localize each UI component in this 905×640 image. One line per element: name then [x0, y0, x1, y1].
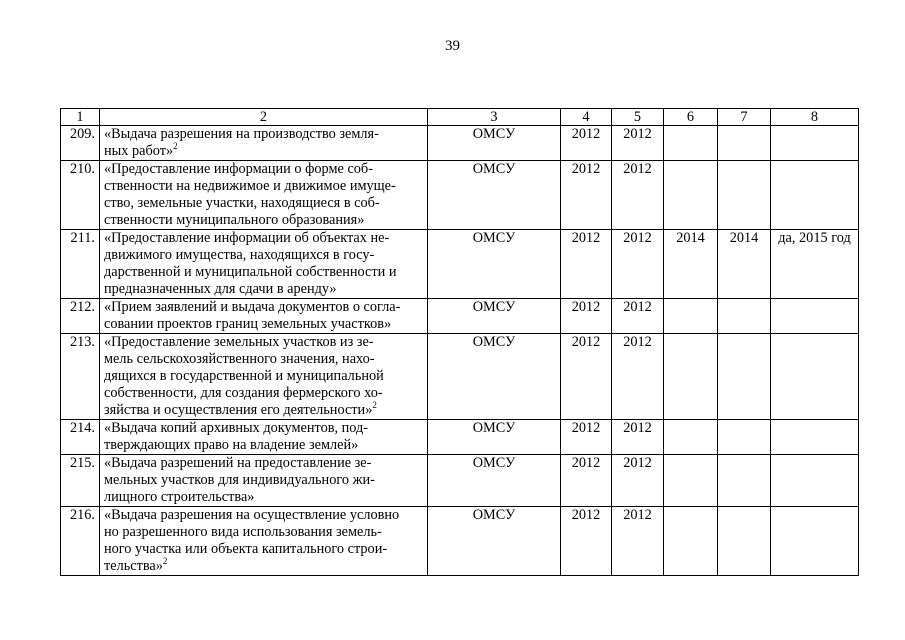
col6-cell [664, 507, 718, 576]
service-name-text: «Выдача копий архивных документов, под- [104, 420, 369, 436]
service-name-line [104, 212, 423, 229]
responsible-body-cell: ОМСУ [428, 334, 561, 420]
row-number-cell: 214. [61, 420, 100, 455]
col8-cell [771, 299, 859, 334]
service-name-text: мель сельскохозяйственного значения, нахо- [104, 351, 375, 367]
table-row [61, 420, 859, 455]
page-number: 39 [445, 38, 460, 54]
responsible-body-cell: ОМСУ [428, 230, 561, 299]
col5-cell: 2012 [612, 420, 664, 455]
service-name-text: «Предоставление информации об объектах не- [104, 230, 390, 246]
service-name-text: но разрешенного вида использования земель- [104, 524, 382, 540]
service-name-line [104, 316, 423, 333]
col4-cell: 2012 [561, 334, 612, 420]
service-name-cell [100, 420, 428, 455]
service-name-line [104, 143, 423, 160]
col8-cell [771, 507, 859, 576]
row-number-cell: 211. [61, 230, 100, 299]
service-name-cell [100, 507, 428, 576]
service-name-line [104, 351, 423, 368]
col5-cell: 2012 [612, 334, 664, 420]
col7-cell [718, 334, 771, 420]
col7-cell: 2014 [718, 230, 771, 299]
col4-cell: 2012 [561, 126, 612, 161]
service-name-line [104, 524, 423, 541]
table-row [61, 299, 859, 334]
col5-cell: 2012 [612, 126, 664, 161]
responsible-body-cell: ОМСУ [428, 455, 561, 507]
column-header-6: 6 [664, 109, 718, 126]
service-name-line [104, 541, 423, 558]
responsible-body-cell: ОМСУ [428, 299, 561, 334]
table-row [61, 507, 859, 576]
service-name-line [104, 161, 423, 178]
col7-cell [718, 455, 771, 507]
row-number-cell: 209. [61, 126, 100, 161]
col8-cell [771, 334, 859, 420]
col7-cell [718, 420, 771, 455]
col5-cell: 2012 [612, 455, 664, 507]
responsible-body-cell: ОМСУ [428, 420, 561, 455]
service-name-text: предназначенных для сдачи в аренду» [104, 281, 337, 297]
service-name-text: дящихся в государственной и муниципальной [104, 368, 384, 384]
service-name-line [104, 507, 423, 524]
col6-cell [664, 455, 718, 507]
service-name-text: ственности муниципального образования» [104, 212, 365, 228]
col6-cell [664, 299, 718, 334]
service-name-text: ственности на недвижимое и движимое имуще- [104, 178, 396, 194]
row-number-cell: 212. [61, 299, 100, 334]
table-body [61, 126, 859, 576]
col6-cell: 2014 [664, 230, 718, 299]
col6-cell [664, 161, 718, 230]
service-name-cell [100, 455, 428, 507]
footnote-marker: 2 [173, 141, 178, 151]
service-name-line [104, 437, 423, 454]
table-row [61, 334, 859, 420]
col7-cell [718, 299, 771, 334]
col6-cell [664, 420, 718, 455]
column-header-3: 3 [428, 109, 561, 126]
col5-cell: 2012 [612, 507, 664, 576]
service-name-cell [100, 126, 428, 161]
col5-cell: 2012 [612, 161, 664, 230]
row-number-cell: 210. [61, 161, 100, 230]
col8-cell [771, 161, 859, 230]
service-name-line [104, 402, 423, 419]
service-name-line [104, 195, 423, 212]
responsible-body-cell: ОМСУ [428, 161, 561, 230]
service-name-text: «Выдача разрешения на осуществление условно [104, 507, 400, 523]
service-name-text: мельных участков для индивидуального жи- [104, 472, 375, 488]
row-number-cell: 216. [61, 507, 100, 576]
service-name-line [104, 126, 423, 143]
service-name-text: зяйства и осуществления его деятельности» [104, 402, 373, 418]
col7-cell [718, 126, 771, 161]
service-name-line [104, 455, 423, 472]
table-row [61, 126, 859, 161]
row-number-cell: 215. [61, 455, 100, 507]
service-name-line [104, 281, 423, 298]
col5-cell: 2012 [612, 299, 664, 334]
col8-cell [771, 126, 859, 161]
service-name-line [104, 247, 423, 264]
col6-cell [664, 334, 718, 420]
service-name-line [104, 178, 423, 195]
col8-cell [771, 455, 859, 507]
service-name-text: совании проектов границ земельных участков» [104, 316, 392, 332]
service-name-text: тверждающих право на владение землей» [104, 437, 359, 453]
col7-cell [718, 161, 771, 230]
service-name-cell [100, 230, 428, 299]
service-name-line [104, 420, 423, 437]
column-header-2: 2 [100, 109, 428, 126]
service-name-line [104, 472, 423, 489]
table-row [61, 455, 859, 507]
service-name-text: ных работ» [104, 143, 174, 159]
responsible-body-cell: ОМСУ [428, 126, 561, 161]
service-name-line [104, 558, 423, 575]
service-name-text: лищного строительства» [104, 489, 255, 505]
service-name-text: «Выдача разрешения на производство земля- [104, 126, 379, 142]
row-number-cell: 213. [61, 334, 100, 420]
service-name-line [104, 230, 423, 247]
service-name-text: «Предоставление информации о форме соб- [104, 161, 373, 177]
col4-cell: 2012 [561, 161, 612, 230]
service-name-text: ство, земельные участки, находящиеся в соб- [104, 195, 380, 211]
services-table [60, 108, 859, 576]
service-name-text: «Предоставление земельных участков из зе- [104, 334, 374, 350]
service-name-text: ного участка или объекта капитального строи- [104, 541, 388, 557]
service-name-line [104, 299, 423, 316]
service-name-line [104, 264, 423, 281]
column-header-5: 5 [612, 109, 664, 126]
column-header-4: 4 [561, 109, 612, 126]
service-name-text: тельства» [104, 558, 163, 574]
service-name-line [104, 334, 423, 351]
service-name-text: «Прием заявлений и выдача документов о согла- [104, 299, 401, 315]
col7-cell [718, 507, 771, 576]
header-row [61, 109, 859, 126]
service-name-line [104, 368, 423, 385]
table-row [61, 161, 859, 230]
col4-cell: 2012 [561, 230, 612, 299]
footnote-marker: 2 [162, 556, 168, 566]
col5-cell: 2012 [612, 230, 664, 299]
col4-cell: 2012 [561, 420, 612, 455]
table-row [61, 230, 859, 299]
col4-cell: 2012 [561, 507, 612, 576]
footnote-marker: 2 [372, 400, 377, 410]
col8-cell: да, 2015 год [771, 230, 859, 299]
column-header-1: 1 [61, 109, 100, 126]
service-name-text: собственности, для создания фермерского хо- [104, 385, 383, 401]
col6-cell [664, 126, 718, 161]
column-header-7: 7 [718, 109, 771, 126]
service-name-cell [100, 299, 428, 334]
service-name-text: «Выдача разрешений на предоставление зе- [104, 455, 372, 471]
responsible-body-cell: ОМСУ [428, 507, 561, 576]
service-name-text: движимого имущества, находящихся в госу- [104, 247, 375, 263]
service-name-text: дарственной и муниципальной собственности и [104, 264, 397, 280]
service-name-cell [100, 334, 428, 420]
service-name-cell [100, 161, 428, 230]
col8-cell [771, 420, 859, 455]
col4-cell: 2012 [561, 455, 612, 507]
col4-cell: 2012 [561, 299, 612, 334]
column-header-8: 8 [771, 109, 859, 126]
service-name-line [104, 489, 423, 506]
